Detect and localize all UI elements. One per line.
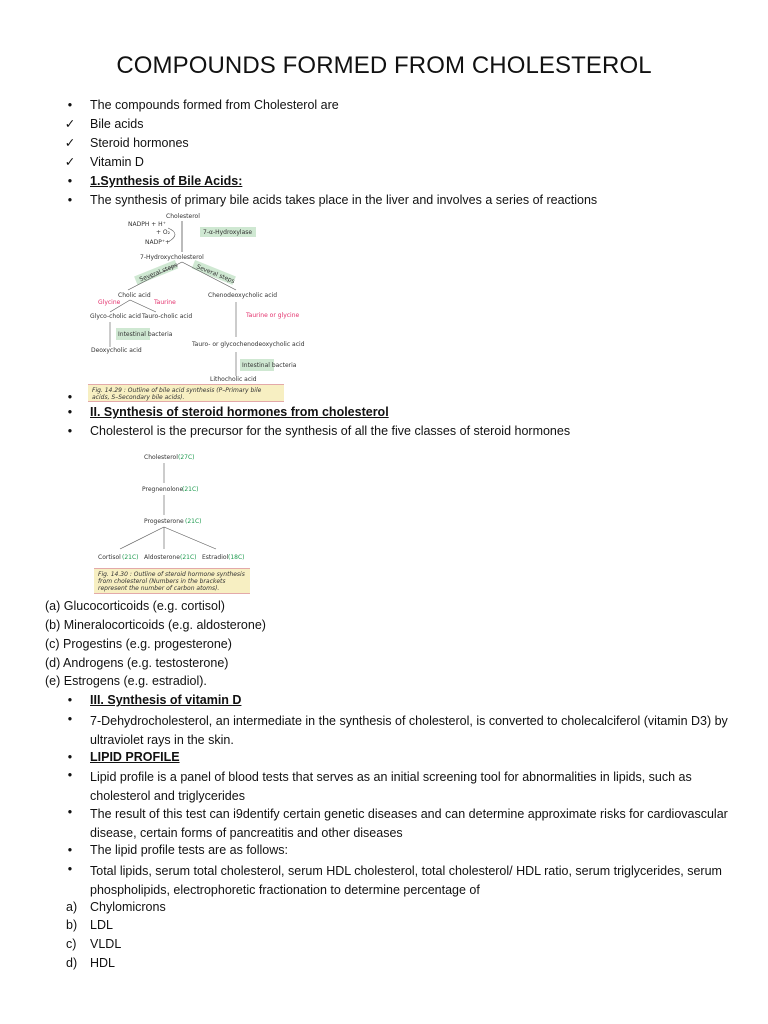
list-marker: c) [66,937,77,951]
section-heading-lipid: LIPID PROFILE [90,750,180,764]
fig-cholic: Cholic acid [118,292,151,299]
fig-s-cortisol: Cortisol [98,554,121,561]
fig-s-aldosterone: Aldosterone [144,554,180,561]
fig-s-estradiol: Estradiol [202,554,229,561]
section-heading-steroid: II. Synthesis of steroid hormones from cholesterol [90,405,389,419]
fig-enzyme: 7-α-Hydroxylase [203,229,253,236]
fig-intestinal-2: Intestinal bacteria [242,362,297,369]
section-heading-bile: 1.Synthesis of Bile Acids: [90,174,243,188]
fig-tauro-glyco: Tauro- or glycochenodeoxycholic acid [192,341,305,348]
fig-hydroxy: 7-Hydroxycholesterol [140,254,204,261]
check-icon: ✓ [64,117,76,131]
compound-vitamin-d: Vitamin D [90,155,144,169]
fig-steps-left: Several steps [138,261,179,284]
fig-s-c21a: (21C) [182,486,199,493]
intro-text: The compounds formed from Cholesterol are [90,98,339,112]
bullet: • [67,712,73,726]
page-title: COMPOUNDS FORMED FROM CHOLESTEROL [116,52,652,79]
fig-intestinal: Intestinal bacteria [118,331,173,338]
fig-cholesterol: Cholesterol [166,213,200,220]
fig-litho: Lithocholic acid [210,376,257,383]
fig-s-c27: (27C) [178,454,195,461]
list-marker: b) [66,918,78,932]
bullet: • [67,805,73,819]
fig-nadph: NADPH + H⁺ [128,221,166,228]
check-icon: ✓ [64,155,76,169]
bullet: • [67,768,73,782]
compound-bile-acids: Bile acids [90,117,144,131]
lipid-text-3: The lipid profile tests are as follows: [90,843,289,857]
bullet: • [67,193,73,207]
fig-s-cholesterol: Cholesterol [144,454,178,461]
compound-steroid-hormones: Steroid hormones [90,136,189,150]
bile-figure-caption: Fig. 14.29 : Outline of bile acid synthesis (P–Primary bile acids, S–Secondary bile acids). [88,384,284,402]
list-marker: d) [66,956,78,970]
fig-s-c21d: (21C) [180,554,197,561]
bullet: • [67,98,73,112]
lipid-text-4: Total lipids, serum total cholesterol, serum HDL cholesterol, total cholesterol/ HDL ratio, serum triglycerides, serum phospholipids, electrophoretic fractionation to determine percentage of [90,864,722,897]
fig-tauro: Tauro-cholic acid [142,313,193,320]
bullet: • [67,390,73,404]
fig-o2: + O₂ [156,229,171,236]
fig-glycine: Glycine [98,299,121,306]
bullet: • [67,424,73,438]
lipoprotein-vldl: VLDL [90,937,122,951]
class-d: (d) Androgens (e.g. testosterone) [45,656,229,670]
section-text-bile: The synthesis of primary bile acids takes place in the liver and involves a series of reactions [90,193,598,207]
fig-s-c21c: (21C) [122,554,139,561]
section-heading-vitamin-d: III. Synthesis of vitamin D [90,693,242,707]
fig-nadp: NADP⁺+ [145,239,171,246]
bullet: • [67,862,73,876]
lipid-text-2: The result of this test can i9dentify certain genetic diseases and can determine approximate risks for cardiovascular disease, certain forms of pancreatitis and other diseases [90,807,728,840]
bullet: • [67,750,73,764]
lipoprotein-hdl: HDL [90,956,116,970]
bullet: • [67,693,73,707]
fig-s-c21b: (21C) [185,518,202,525]
fig-deoxy: Deoxycholic acid [91,347,142,354]
list-marker: a) [66,900,78,914]
class-c: (c) Progestins (e.g. progesterone) [45,637,232,651]
bullet: • [67,174,73,188]
fig-cheno: Chenodeoxycholic acid [208,292,278,299]
fig-s-c18: (18C) [228,554,245,561]
class-e: (e) Estrogens (e.g. estradiol). [45,674,207,688]
bullet: • [67,843,73,857]
lipoprotein-chylomicrons: Chylomicrons [90,900,166,914]
class-a: (a) Glucocorticoids (e.g. cortisol) [45,599,225,613]
bile-acid-synthesis-figure [88,212,305,402]
class-b: (b) Mineralocorticoids (e.g. aldosterone) [45,618,266,632]
section-text-vitamin-d: 7-Dehydrocholesterol, an intermediate in the synthesis of cholesterol, is converted to cholecalciferol (vitamin D3) by ultraviolet rays in the skin. [90,714,728,747]
fig-glyco: Glyco-cholic acid [90,313,141,320]
section-text-steroid: Cholesterol is the precursor for the synthesis of all the five classes of steroid hormones [90,424,571,438]
check-icon: ✓ [64,136,76,150]
lipid-text-1: Lipid profile is a panel of blood tests that serves as an initial screening tool for abnormalities in lipids, such as cholesterol and triglycerides [90,770,692,803]
fig-taurine-or-glycine: Taurine or glycine [246,312,300,319]
steroid-figure-caption: Fig. 14.30 : Outline of steroid hormone synthesis from cholesterol (Numbers in the brackets represent the number of carbon atoms). [94,568,250,594]
bullet: • [67,405,73,419]
fig-s-pregnenolone: Pregnenolone [142,486,184,493]
fig-steps-right: Several steps [195,263,236,286]
lipoprotein-ldl: LDL [90,918,113,932]
fig-taurine: Taurine [154,299,176,306]
steroid-synthesis-figure [90,445,250,567]
fig-s-progesterone: Progesterone [144,518,184,525]
